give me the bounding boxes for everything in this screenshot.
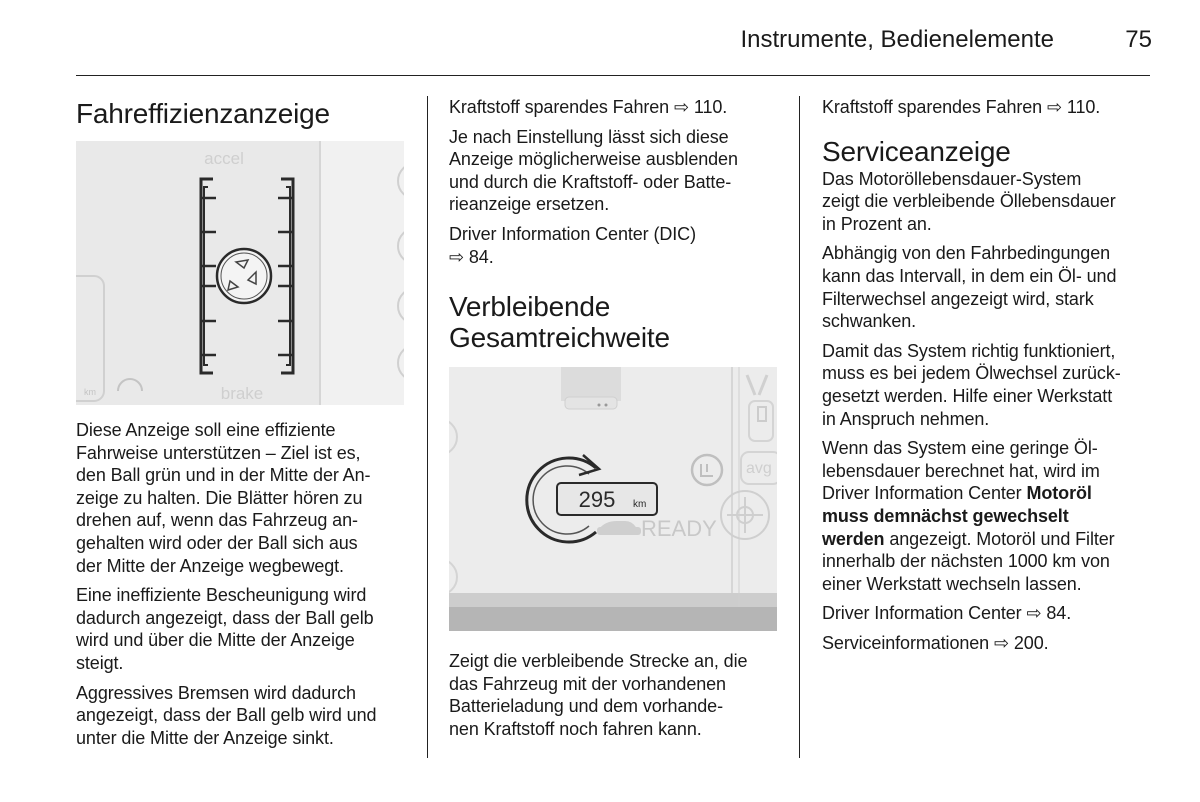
efficiency-gauge-figure <box>76 141 404 405</box>
column-3 <box>822 96 1150 654</box>
column-2 <box>449 96 781 741</box>
section-heading-service-indicator: Serviceanzeige <box>822 135 1011 167</box>
paragraph-aggressive-braking: Aggressives Bremsen wird dadurch angezeigt, dass der Ball gelb wird und unter die Mitte der Anzeige sinkt. <box>76 682 377 748</box>
paragraph-system-reset: Damit das System richtig funktioniert, muss es bei jedem Ölwechsel zurück- gesetzt werden. Hilfe einer Werkstatt in Anspruch nehmen. <box>822 340 1121 429</box>
dic-message-text: muss demnächst gewechselt <box>822 505 1069 526</box>
running-header-title: Instrumente, Bedienelemente <box>740 26 1054 53</box>
paragraph-interval-varies: Abhängig von den Fahrbedingungen kann das Intervall, in dem ein Öl- und Filterwechsel angezeigt wird, stark schwanken. <box>822 243 1117 332</box>
page-ref-arrow-icon: ⇨ <box>1047 97 1062 117</box>
page-ref-arrow-icon: ⇨ <box>674 97 689 117</box>
paragraph-display-settings: Je nach Einstellung lässt sich diese Anzeige möglicherweise ausblenden und durch die Kraftstoff- oder Batte- rieanzeige ersetzen. <box>449 126 738 215</box>
section-heading-fahreffizienzanzeige: Fahreffizienzanzeige <box>76 98 330 129</box>
page-ref-arrow-icon: ⇨ <box>994 632 1009 653</box>
range-label-avg: avg <box>746 460 772 478</box>
column-divider-1 <box>427 96 428 758</box>
dic-message-text: werden <box>822 528 885 549</box>
gauge-label-km: km <box>84 387 96 397</box>
paragraph-oil-life-system: Das Motoröllebensdauer-System zeigt die verbleibende Öllebensdauer in Prozent an. <box>822 168 1116 234</box>
gauge-label-brake: brake <box>220 384 264 403</box>
paragraph-inefficient-acceleration: Eine ineffiziente Bescheunigung wird dadurch angezeigt, dass der Ball gelb wird und über die Mitte der Anzeige steigt. <box>76 585 374 673</box>
section-heading-remaining-range: Verbleibende Gesamtreichweite <box>449 291 670 354</box>
range-unit: km <box>633 499 647 511</box>
remaining-range-figure <box>449 367 777 631</box>
cross-reference-dic: Driver Information Center (DIC) ⇨ 84. <box>449 223 696 267</box>
paragraph-remaining-range: Zeigt die verbleibende Strecke an, die das Fahrzeug mit der vorhandenen Batterieladung und dem vorhande- nen Kraftstoff noch fahren kann. <box>449 651 748 739</box>
column-1 <box>76 96 408 749</box>
page-number: 75 <box>1125 26 1152 53</box>
cross-reference-dic: Driver Information Center ⇨ 84. <box>822 603 1072 624</box>
cross-reference-service-info: Serviceinformationen ⇨ 200. <box>822 632 1049 653</box>
header-divider <box>76 75 1150 76</box>
cross-reference-fuel-saving: Kraftstoff sparendes Fahren ⇨ 110. <box>822 97 1101 117</box>
page-ref-arrow-icon: ⇨ <box>1026 603 1042 624</box>
column-divider-2 <box>799 96 800 758</box>
page-ref-arrow-icon: ⇨ <box>449 246 464 267</box>
cross-reference-fuel-saving: Kraftstoff sparendes Fahren ⇨ 110. <box>449 97 728 117</box>
paragraph-efficiency-intro: Diese Anzeige soll eine effiziente Fahrweise unterstützen – Ziel ist es, den Ball grün und in der Mitte der An- zeige zu halten. Die Blätter hören zu drehen auf, wenn das Fahrzeug an- gehalten wird oder der Ball sich aus der Mitte der Anzeige wegbewegt. <box>76 420 371 576</box>
gauge-label-accel: accel <box>204 149 244 168</box>
ready-indicator: READY <box>641 516 717 542</box>
dic-message-text: Motoröl <box>1026 483 1092 504</box>
range-value: 295 <box>578 487 616 513</box>
paragraph-oil-change-message: Wenn das System eine geringe Öl- lebensdauer berechnet hat, wird im Driver Information Center Motoröl muss demnächst gewechselt werden angezeigt. Motoröl und Filter innerhalb der nächsten 1000 km von einer Werkstatt wechseln lassen. <box>822 438 1115 594</box>
